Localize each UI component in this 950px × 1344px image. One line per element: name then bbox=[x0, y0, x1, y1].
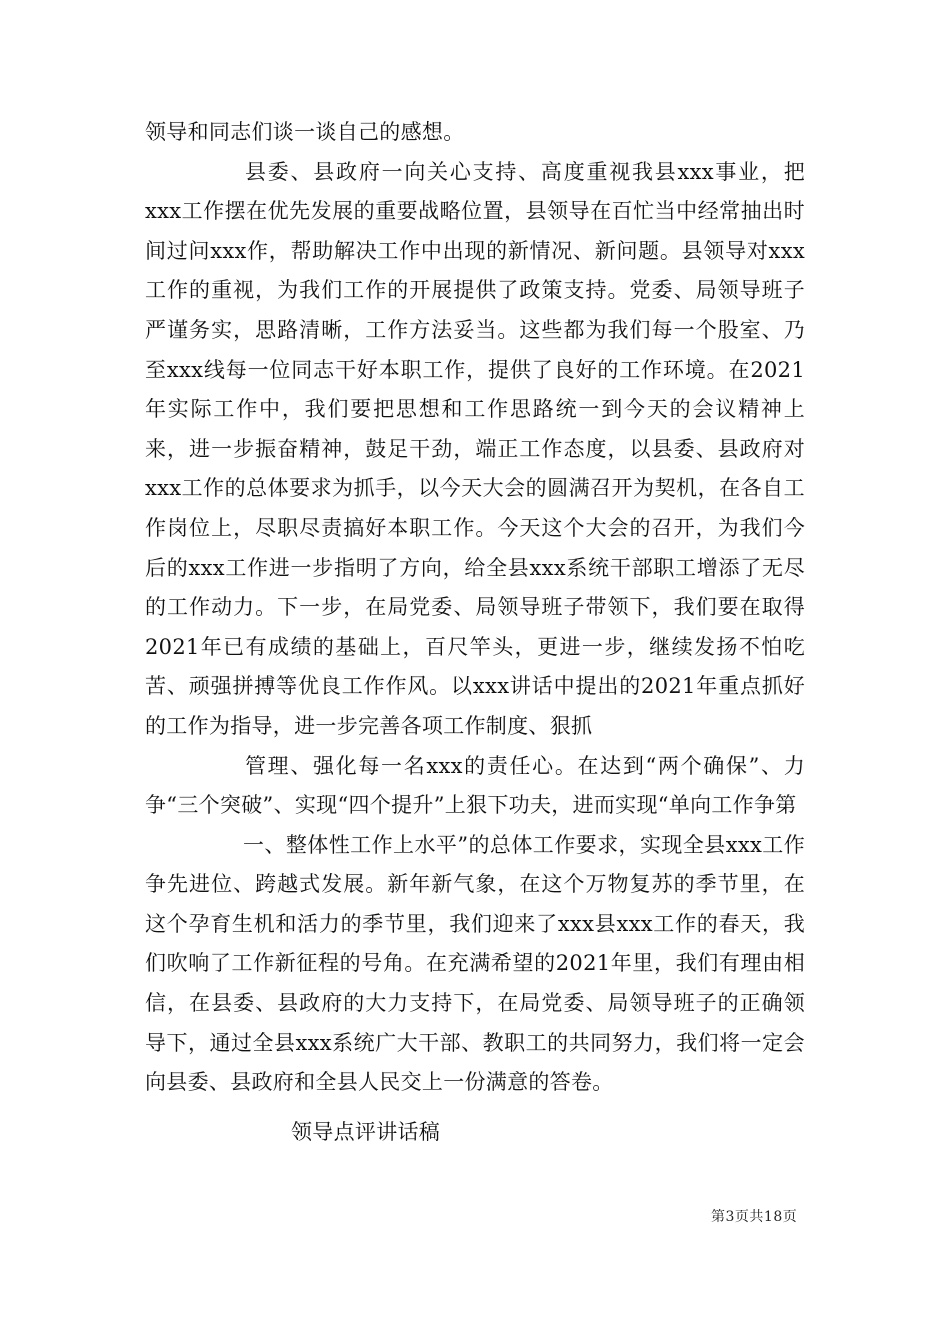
page-number: 第3页共18页 bbox=[711, 1209, 798, 1225]
paragraph-management: 管理、强化每一名xxx的责任心。在达到“两个确保”、力争“三个突破”、实现“四个提升”上狠下功夫，进而实现“单向工作争第 bbox=[145, 753, 805, 818]
paragraph-intro: 领导和同志们谈一谈自己的感想。 bbox=[145, 120, 465, 144]
paragraph-support: 县委、县政府一向关心支持、高度重视我县xxx事业，把xxx工作摆在优先发展的重要战略位置，县领导在百忙当中经常抽出时间过问xxx作，帮助解决工作中出现的新情况、新问题。县领导对xxx工作的重视，为我们工作的开展提供了政策支持。党委、局领导班子严谨务实，思路清晰，工作方法妥当。这些都为我们每一个股室、乃至xxx线每一位同志干好本职工作，提供了良好的工作环境。在2021年实际工作中，我们要把思想和工作思路统一到今天的会议精神上来，进一步振奋精神，鼓足干劲，端正工作态度，以县委、县政府对xxx工作的总体要求为抓手，以今天大会的圆满召开为契机，在各自工作岗位上，尽职尽责搞好本职工作。今天这个大会的召开，为我们今后的xxx工作进一步指明了方向，给全县xxx系统干部职工增添了无尽的工作动力。下一步，在局党委、局领导班子带领下，我们要在取得2021年已有成绩的基础上，百尺竿头，更进一步，继续发扬不怕吃苦、顽强拼搏等优良工作作风。以xxx讲话中提出的2021年重点抓好的工作为指导，进一步完善各项工作制度、狠抓 bbox=[145, 159, 805, 738]
paragraph-requirements: 一、整体性工作上水平”的总体工作要求，实现全县xxx工作争先进位、跨越式发展。新年新气象，在这个万物复苏的季节里，在这个孕育生机和活力的季节里，我们迎来了xxx县xxx工作的春天，我们吹响了工作新征程的号角。在充满希望的2021年里，我们有理由相信，在县委、县政府的大力支持下，在局党委、局领导班子的正确领导下，通过全县xxx系统广大干部、教职工的共同努力，我们将一定会向县委、县政府和全县人民交上一份满意的答卷。 bbox=[145, 832, 805, 1095]
document-body bbox=[145, 113, 805, 1152]
document-heading: 领导点评讲话稿 bbox=[291, 1119, 441, 1144]
